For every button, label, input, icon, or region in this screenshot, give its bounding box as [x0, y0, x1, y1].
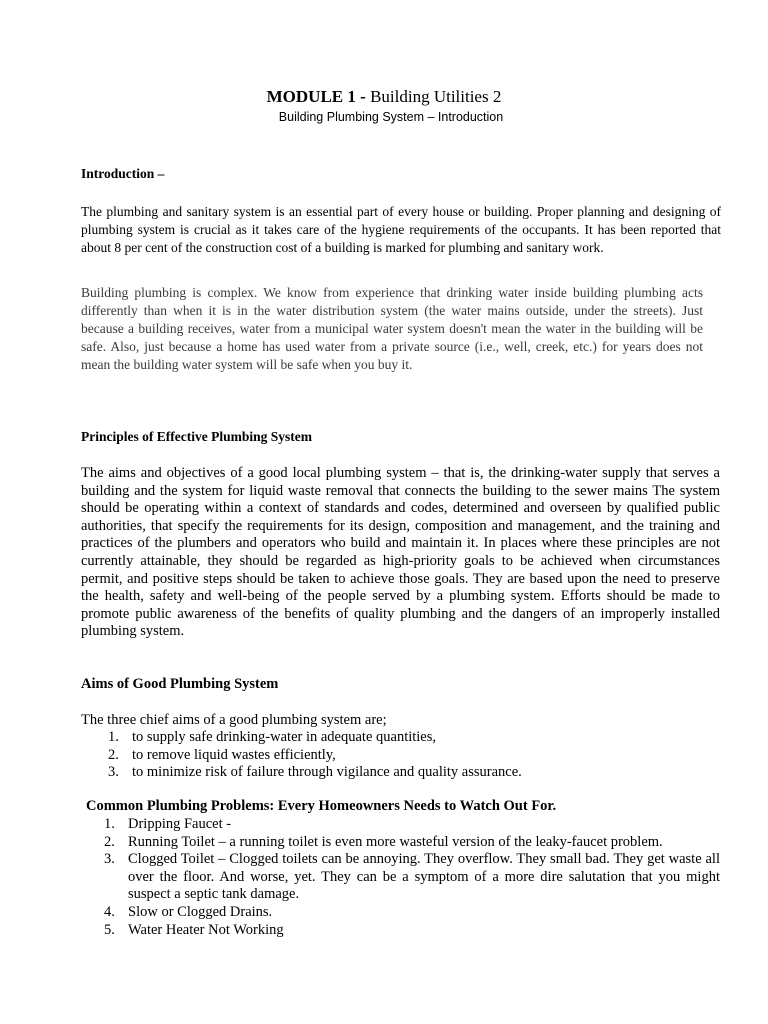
list-number: 5.	[104, 921, 115, 938]
principles-paragraph: The aims and objectives of a good local plumbing system – that is, the drinking-water supply that serves a building and the system for liquid waste removal that connects the building to the sewer mains The system should be operating within a context of standards and codes, determined and overseen by qualified public authorities, that specify the requirements for its design, composition and management, and the training and practices of the plumbers and operators who build and maintain it. In places where these principles are not currently attainable, they should be regarded as high-priority goals to be achieved when circumstances permit, and positive steps should be taken to achieve those goals. They are based upon the need to preserve the health, safety and well-being of the people served by a plumbing system. Efforts should be made to promote public awareness of the benefits of quality plumbing and the dangers of an improperly installed plumbing system.	[81, 465, 720, 640]
principles-heading: Principles of Effective Plumbing System	[81, 429, 312, 444]
list-number: 1.	[108, 729, 119, 745]
problems-heading: Common Plumbing Problems: Every Homeowners Needs to Watch Out For.	[86, 798, 557, 814]
list-text: Dripping Faucet -	[128, 816, 232, 832]
list-text: to supply safe drinking-water in adequate quantities,	[132, 729, 437, 745]
aims-list	[108, 729, 720, 782]
page-title	[0, 87, 768, 107]
module-label: MODULE 1 -	[266, 87, 366, 106]
list-number: 1.	[104, 816, 115, 832]
list-text: Slow or Clogged Drains.	[128, 903, 273, 920]
list-number: 2.	[108, 746, 119, 763]
list-item	[104, 904, 720, 922]
introduction-paragraph-2: Building plumbing is complex. We know from experience that drinking water inside building plumbing acts differently than when it is in the water distribution system (the water mains outside, under the streets). Just because a building receives, water from a municipal water system doesn't mean the water in the building will be safe. Also, just because a home has used water from a private source (i.e., well, creek, etc.) for years does not mean the building water system will be safe when you buy it.	[81, 285, 703, 372]
list-text: Running Toilet – a running toilet is even more wasteful version of the leaky-faucet problem.	[128, 833, 663, 850]
list-item	[104, 922, 720, 940]
list-number: 4.	[104, 903, 115, 920]
problems-list	[104, 816, 720, 939]
list-number: 3.	[104, 851, 115, 868]
introduction-paragraph-1: The plumbing and sanitary system is an essential part of every house or building. Proper planning and designing of plumbing system is crucial as it takes care of the hygiene requirements of the occupants. It has been reported that about 8 per cent of the construction cost of a building is marked for plumbing and sanitary work.	[81, 204, 721, 255]
list-item	[104, 816, 720, 834]
list-text: to remove liquid wastes efficiently,	[132, 746, 336, 763]
list-text: Water Heater Not Working	[128, 921, 284, 938]
page-subtitle: Building Plumbing System – Introduction	[278, 110, 504, 124]
list-number: 3.	[108, 764, 119, 781]
list-item	[108, 729, 720, 747]
introduction-heading: Introduction –	[81, 166, 165, 181]
aims-heading: Aims of Good Plumbing System	[81, 676, 279, 692]
list-number: 2.	[104, 833, 115, 850]
list-text: Clogged Toilet – Clogged toilets can be annoying. They overflow. They small bad. They get waste all over the floor. And worse, yet. They can be a symptom of a more dire salutation that you might suspect a septic tank damage.	[128, 851, 720, 903]
list-item	[104, 851, 720, 904]
list-item	[108, 747, 720, 765]
course-name: Building Utilities 2	[370, 87, 502, 106]
list-item	[104, 834, 720, 852]
list-text: to minimize risk of failure through vigilance and quality assurance.	[132, 764, 522, 781]
list-item	[108, 764, 720, 782]
aims-intro: The three chief aims of a good plumbing system are;	[81, 712, 387, 728]
